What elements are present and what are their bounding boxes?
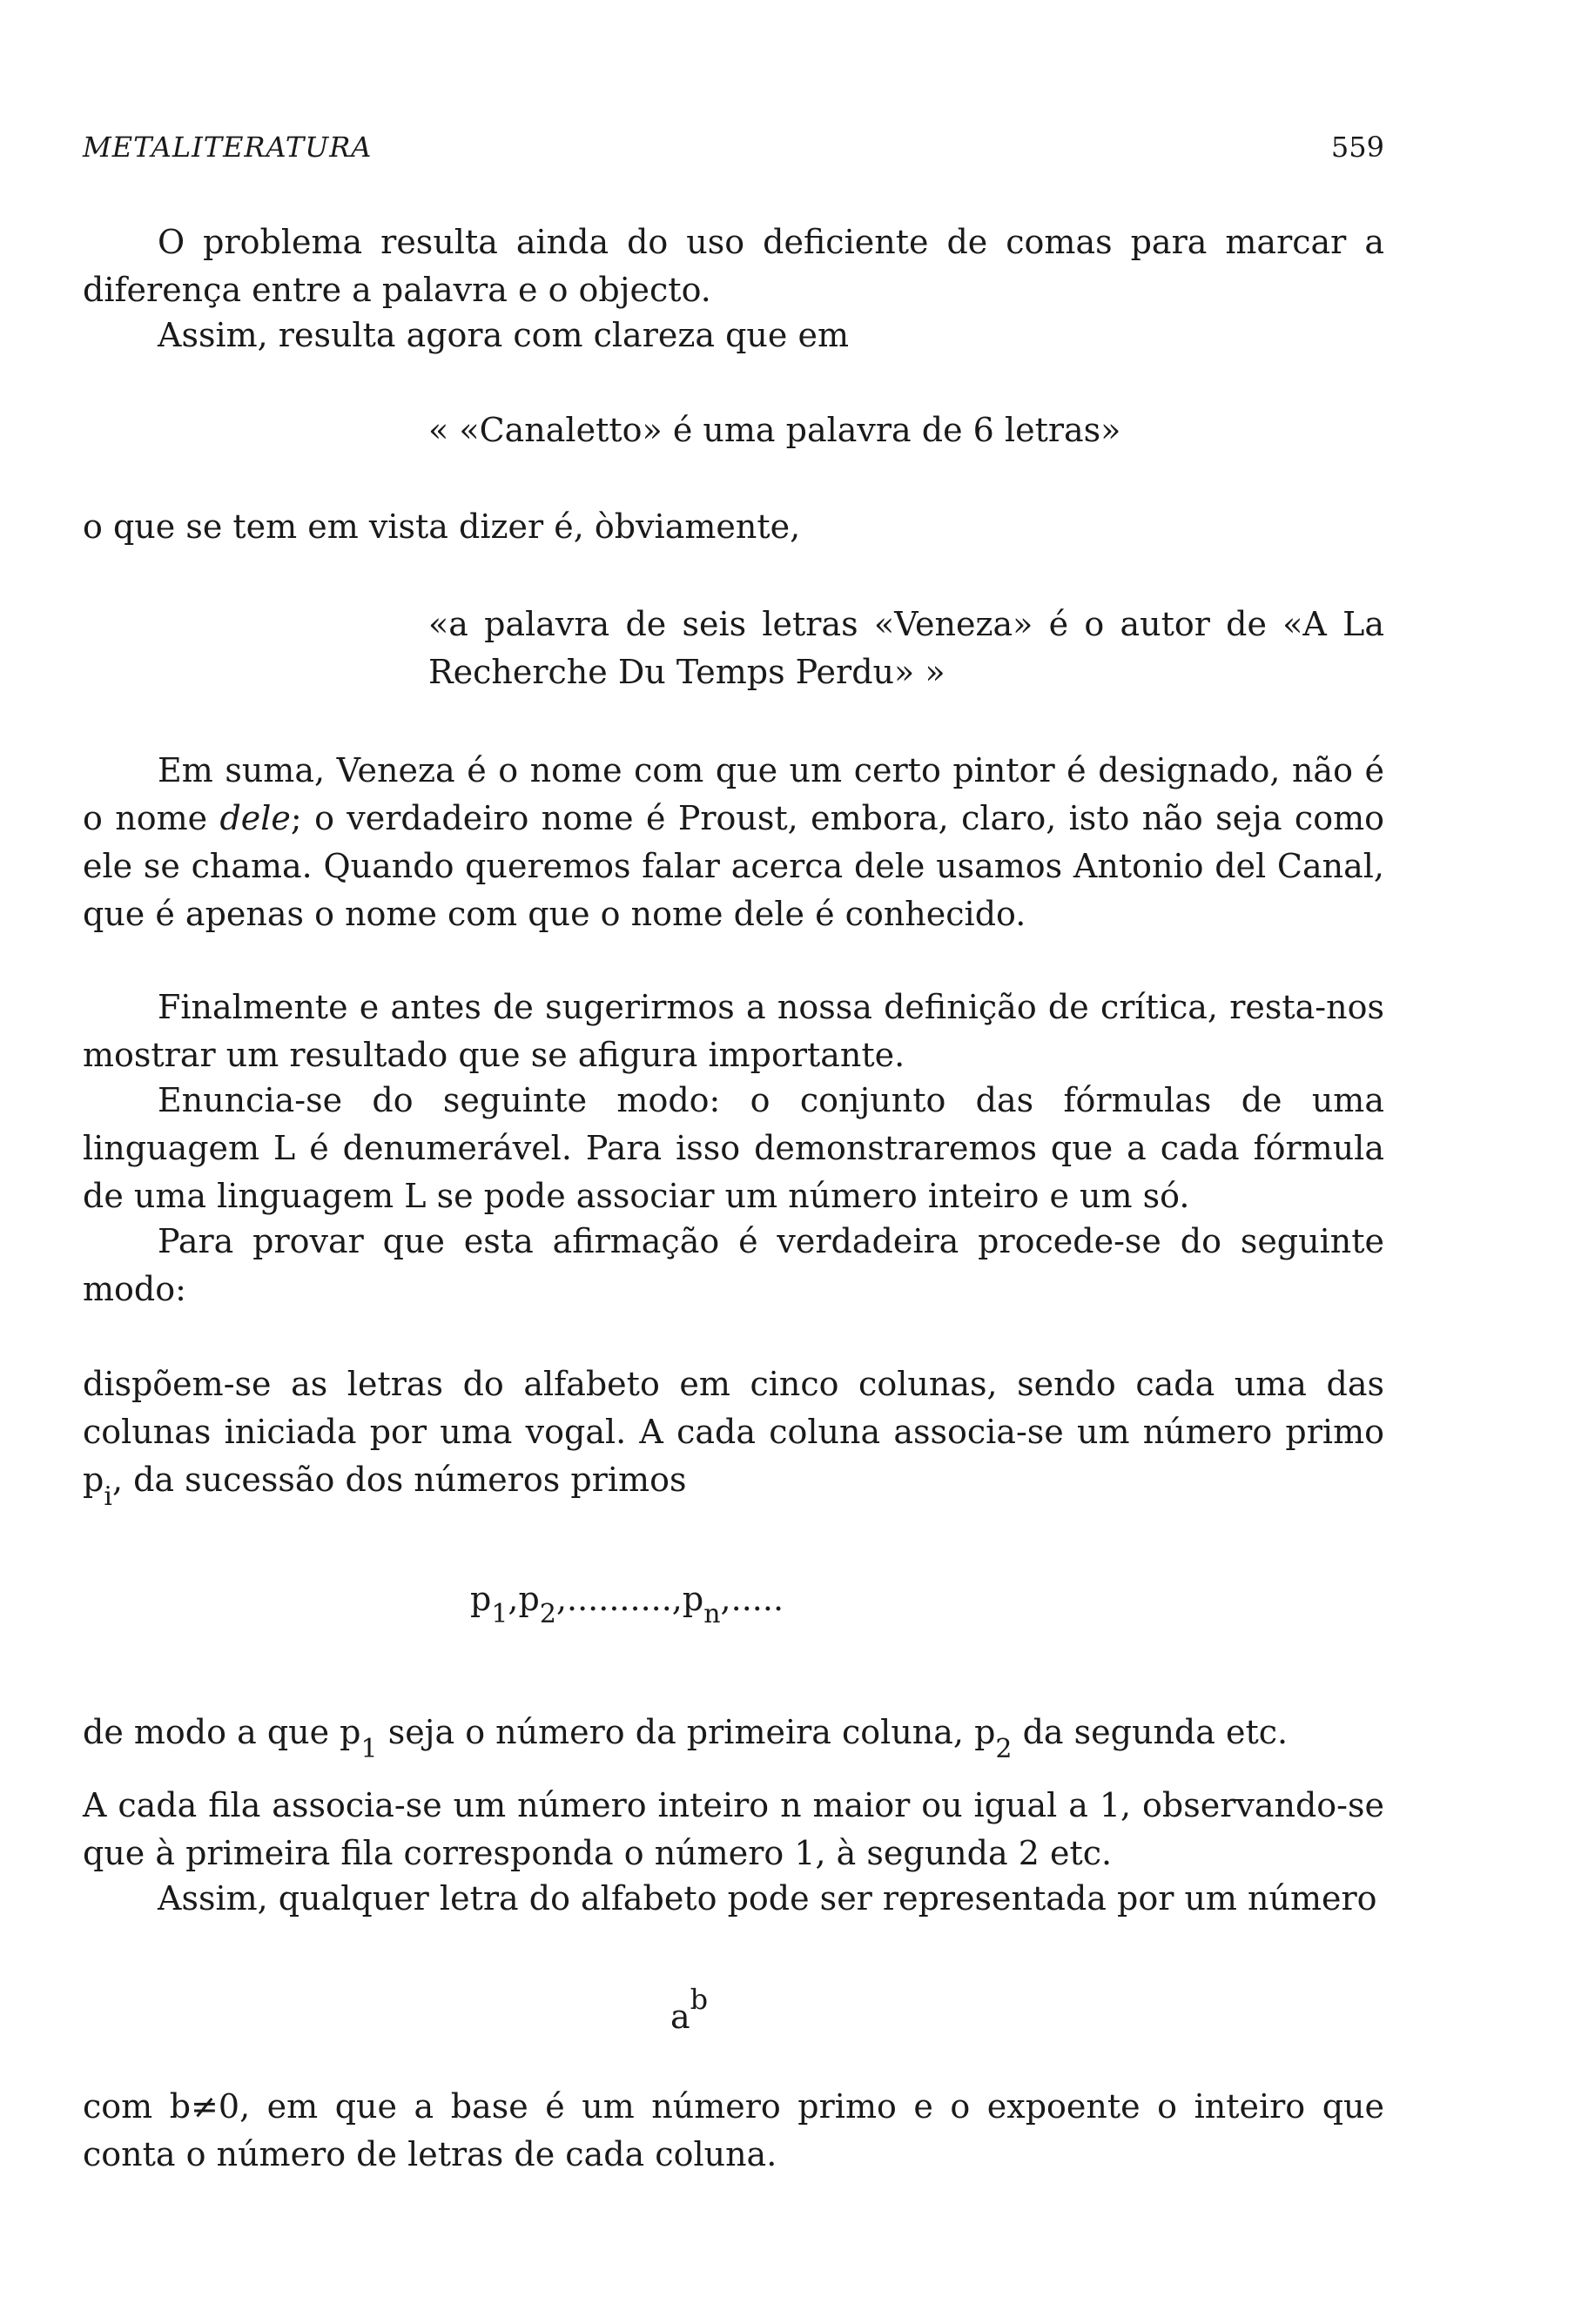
formula-base: a	[670, 1998, 690, 2036]
paragraph-4-emphasis: dele	[219, 799, 291, 837]
page-number: 559	[1330, 131, 1384, 164]
formula-pn-subscript: n	[703, 1599, 721, 1629]
formula-ellipsis-2: ,.....	[720, 1580, 784, 1618]
paragraph-2: Assim, resulta agora com clareza que em	[158, 316, 849, 354]
formula-p2-subscript: 2	[539, 1599, 556, 1629]
running-header-title: METALITERATURA	[83, 131, 373, 164]
paragraph-9-subscript-2: 2	[995, 1734, 1013, 1764]
formula-p1-symbol: p	[470, 1580, 492, 1618]
paragraph-9-text-c: da segunda etc.	[1012, 1713, 1289, 1751]
formula-prime-sequence	[470, 1575, 784, 1629]
formula-p2-symbol: p	[518, 1580, 540, 1618]
formula-pn-symbol: p	[682, 1580, 704, 1618]
paragraph-9-text-a: de modo a que p	[83, 1713, 361, 1751]
paragraph-12: com b≠0, em que a base é um número primo e o expoente o inteiro que conta o número de letras de cada coluna.	[83, 2087, 1384, 2173]
paragraph-11: Assim, qualquer letra do alfabeto pode ser representada por um número	[158, 1879, 1377, 1918]
formula-exponent: b	[690, 1983, 709, 2016]
paragraph-8-text-a: dispõem-se as letras do alfabeto em cinco colunas, sendo cada uma das colunas iniciada por uma vogal. A cada coluna associa-se um número primo p	[83, 1365, 1384, 1499]
paragraph-8-subscript: i	[104, 1481, 112, 1512]
formula-ellipsis-1: ,..........,	[555, 1580, 683, 1618]
paragraph-5: Finalmente e antes de sugerirmos a nossa definição de crítica, resta-nos mostrar um resultado que se afigura importante.	[83, 988, 1384, 1074]
paragraph-8	[83, 1360, 1384, 1512]
formula-power	[670, 1983, 709, 2043]
formula-separator: ,	[508, 1580, 519, 1618]
paragraph-3: o que se tem em vista dizer é, òbviamente,	[83, 507, 801, 546]
paragraph-9-text-b: seja o número da primeira coluna, p	[377, 1713, 996, 1751]
quote-veneza: «a palavra de seis letras «Veneza» é o autor de «A La Recherche Du Temps Perdu» »	[428, 605, 1384, 691]
formula-p1-subscript: 1	[491, 1599, 508, 1629]
paragraph-8-text-b: , da sucessão dos números primos	[111, 1461, 687, 1499]
paragraph-6: Enuncia-se do seguinte modo: o conjunto das fórmulas de uma linguagem L é denumerável. Para isso demonstraremos que a cada fórmula de uma linguagem L se pode associar um número inteiro e um só.	[83, 1081, 1384, 1215]
paragraph-9-subscript-1: 1	[360, 1734, 378, 1764]
paragraph-4-text-a: Em suma, Veneza é o nome com que um certo pintor é designado, não é o nome	[83, 751, 1384, 837]
paragraph-1: O problema resulta ainda do uso deficiente de comas para marcar a diferença entre a palavra e o objecto.	[83, 223, 1384, 309]
quote-canaletto: « «Canaletto» é uma palavra de 6 letras»	[428, 411, 1121, 449]
paragraph-4-text-b: ; o verdadeiro nome é Proust, embora, claro, isto não seja como ele se chama. Quando queremos falar acerca dele usamos Antonio del Canal, que é apenas o nome com que o nome dele é conhecido.	[83, 799, 1384, 933]
paragraph-4	[83, 747, 1384, 938]
paragraph-9	[83, 1709, 1384, 1764]
paragraph-10: A cada fila associa-se um número inteiro n maior ou igual a 1, observando-se que à primeira fila corresponda o número 1, à segunda 2 etc.	[83, 1786, 1384, 1872]
paragraph-7: Para provar que esta afirmação é verdadeira procede-se do seguinte modo:	[83, 1222, 1384, 1308]
